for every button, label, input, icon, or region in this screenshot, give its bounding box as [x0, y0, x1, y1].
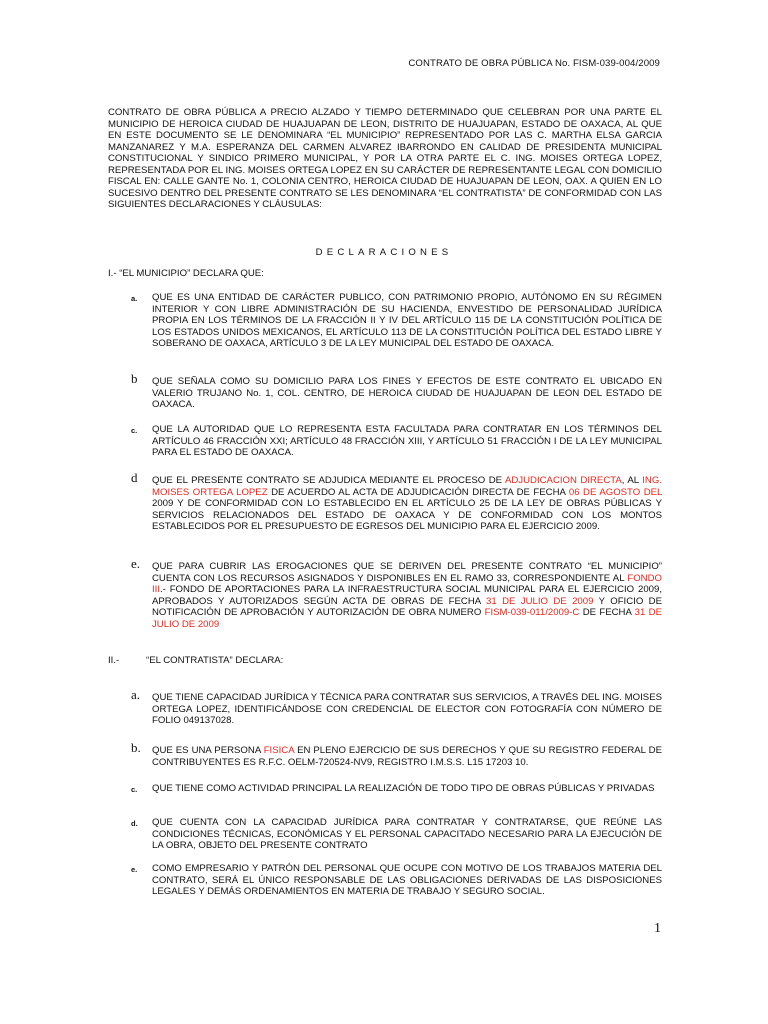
highlight-adjudicacion: ADJUDICACION DIRECTA — [504, 475, 622, 486]
highlight-date: 31 DE JULIO DE 2009 — [152, 607, 662, 630]
contract-preamble: CONTRATO DE OBRA PÚBLICA A PRECIO ALZADO Y TIEMPO DETERMINADO QUE CELEBRAN POR UNA PARTE EL MUNICIPIO DE HEROICA CIUDAD DE HUAJUAPAN DE LEON, DISTRITO DE HUAJUAPAN, ESTADO DE OAXACA, AL QUE EN ESTE DOCUMENTO SE LE DENOMINARA “EL MUNICIPIO” REPRESENTADO POR LAS C. MARTHA ELSA GARCIA MANZANAREZ Y M.A. ESPERANZA DEL CARMEN ALVAREZ IBARRONDO EN CALIDAD DE PRESIDENTA MUNICIPAL CONSTITUCIONAL Y SINDICO PRIMERO MUNICIPAL, Y POR LA OTRA PARTE EL C. ING. MOISES ORTEGA LOPEZ, REPRESENTADA POR EL ING. MOISES ORTEGA LOPEZ EN SU CARÁCTER DE REPRESENTANTE LEGAL CON DOMICILIO FISCAL EN: CALLE GANTE No. 1, COLONIA CENTRO, HEROICA CIUDAD DE HUAJUAPAN DE LEON, OAX. A QUIEN EN LO SUCESIVO DENTRO DEL PRESENTE CONTRATO SE LES DENOMINARA “EL CONTRATISTA” DE CONFORMIDAD CON LAS SIGUIENTES DECLARACIONES Y CLÁUSULAS: — [108, 107, 662, 210]
item-text — [152, 745, 662, 768]
item-marker: e. — [131, 865, 138, 874]
highlight-persona-type: FISICA — [263, 745, 295, 756]
item-marker: d. — [131, 819, 138, 828]
item-marker: c. — [131, 785, 138, 794]
item-text: QUE ES UNA ENTIDAD DE CARÁCTER PUBLICO, CON PATRIMONIO PROPIO, AUTÓNOMO EN SU RÉGIMEN INTERIOR Y CON LIBRE ADMINISTRACIÓN DE SU HACIENDA, ENVESTIDO DE PERSONALIDAD JURÍDICA PROPIA EN LOS TÉRMINOS DE LA FRACCIÓN II Y IV DEL ARTÍCULO 115 DE LA CONSTITUCIÓN POLÍTICA DE LOS ESTADOS UNIDOS MEXICANOS, EL ARTÍCULO 113 DE LA CONSTITUCIÓN POLÍTICA DEL ESTADO LIBRE Y SOBERANO DE OAXACA, ARTÍCULO 3 DE LA LEY MUNICIPAL DEL ESTADO DE OAXACA. — [152, 292, 662, 349]
item-marker: a. — [131, 687, 141, 702]
item-marker: c. — [131, 426, 138, 435]
text-run: Y OFICIO DE NOTIFICACIÓN DE APROBACIÓN Y AUTORIZACIÓN DE OBRA NUMERO — [152, 595, 662, 618]
text-run: .- FONDO DE APORTACIONES PARA LA INFRAESTRUCTURA SOCIAL MUNICIPAL PARA EL EJERCICIO 2009, APROBADOS Y AUTORIZADOS SEGÚN ACTA DE OBRAS DE FECHA — [152, 584, 662, 607]
item-text: QUE TIENE COMO ACTIVIDAD PRINCIPAL LA REALIZACIÓN DE TODO TIPO DE OBRAS PÚBLICAS Y PRIVADAS — [152, 783, 655, 794]
text-run: QUE EL PRESENTE CONTRATO SE ADJUDICA MEDIANTE EL PROCESO DE — [152, 475, 505, 486]
text-run: QUE ES UNA PERSONA — [152, 745, 264, 756]
section-1-heading: I.- “EL MUNICIPIO” DECLARA QUE: — [108, 268, 264, 279]
declaraciones-title: DECLARACIONES — [315, 247, 453, 258]
item-text — [152, 561, 662, 630]
section-2-heading — [108, 655, 283, 667]
page-number: 1 — [654, 921, 661, 936]
item-text: QUE SEÑALA COMO SU DOMICILIO PARA LOS FINES Y EFECTOS DE ESTE CONTRATO EL UBICADO EN VALERIO TRUJANO No. 1, COL. CENTRO, DE HEROICA CIUDAD DE HUAJUAPAN DE LEON DEL ESTADO DE OAXACA. — [152, 376, 662, 410]
highlight-oficio-number: FISM-039-011/2009-C — [484, 607, 580, 618]
text-run: DE FECHA — [579, 607, 635, 618]
item-marker: a. — [131, 294, 138, 303]
item-text: QUE LA AUTORIDAD QUE LO REPRESENTA ESTA FACULTADA PARA CONTRATAR EN LOS TÉRMINOS DEL ARTÍCULO 46 FRACCIÓN XXI; ARTÍCULO 48 FRACCIÓN XIII, Y ARTÍCULO 51 FRACCIÓN I DE LA LEY MUNICIPAL PARA EL ESTADO DE OAXACA. — [152, 424, 662, 458]
text-run: EN PLENO EJERCICIO DE SUS DERECHOS Y QUE SU REGISTRO FEDERAL DE CONTRIBUYENTES ES R.F.C. OELM-720524-NV9, REGISTRO I.M.S.S. L15 17203 10. — [152, 745, 662, 768]
item-text: QUE CUENTA CON LA CAPACIDAD JURÍDICA PARA CONTRATAR Y CONTRATARSE, QUE REÚNE LAS CONDICIONES TÉCNICAS, ECONÓMICAS Y EL PERSONAL CAPACITADO NECESARIO PARA LA EJECUCIÓN DE LA OBRA, OBJETO DEL PRESENTE CONTRATO — [152, 817, 662, 851]
text-run: DE ACUERDO AL ACTA DE ADJUDICACIÓN DIRECTA DE FECHA — [267, 486, 569, 498]
highlight-fondo: FONDO III — [152, 572, 662, 595]
highlight-date: 31 DE JULIO DE 2009 — [486, 595, 594, 607]
item-marker: d — [131, 470, 138, 485]
text-run: QUE PARA CUBRIR LAS EROGACIONES QUE SE DERIVEN DEL PRESENTE CONTRATO “EL MUNICIPIO” CUENTA CON LOS RECURSOS ASIGNADOS Y DISPONIBLES EN EL RAMO 33, CORRESPONDIENTE AL — [152, 561, 662, 584]
item-marker: b — [131, 371, 138, 386]
contract-number-header: CONTRATO DE OBRA PÚBLICA No. FISM-039-004/2009 — [408, 58, 660, 69]
item-marker: e. — [131, 556, 141, 571]
item-text — [152, 475, 662, 533]
text-run: , AL — [621, 475, 643, 486]
highlight-contractor-name: ING. MOISES ORTEGA LOPEZ — [152, 475, 662, 498]
item-text: COMO EMPRESARIO Y PATRÓN DEL PERSONAL QUE OCUPE CON MOTIVO DE LOS TRABAJOS MATERIA DEL CONTRATO, SERÁ EL ÚNICO RESPONSABLE DE LAS OBLIGACIONES DERIVADAS DE LAS DISPOSICIONES LEGALES Y DEMÁS ORDENAMIENTOS EN MATERIA DE TRABAJO Y SEGURO SOCIAL. — [152, 863, 662, 897]
highlight-date: 06 DE AGOSTO DEL — [568, 486, 662, 498]
section-heading-text: “EL CONTRATISTA” DECLARA: — [146, 655, 284, 666]
section-number: II.- — [108, 655, 120, 666]
item-text: QUE TIENE CAPACIDAD JURÍDICA Y TÉCNICA PARA CONTRATAR SUS SERVICIOS, A TRAVÉS DEL ING. MOISES ORTEGA LOPEZ, IDENTIFICÁNDOSE CON CREDENCIAL DE ELECTOR CON FOTOGRAFÍA CON NÚMERO DE FOLIO 049137028. — [152, 692, 662, 726]
text-run: 2009 Y DE CONFORMIDAD CON LO ESTABLECIDO EN EL ARTÍCULO 25 DE LA LEY DE OBRAS PÚBLICAS Y SERVICIOS RELACIONADOS DEL ESTADO DE OAXACA Y DE CONFORMIDAD CON LOS MONTOS ESTABLECIDOS POR EL PRESUPUESTO DE EGRESOS DEL MUNICIPIO PARA EL EJERCICIO 2009. — [152, 498, 662, 532]
item-marker: b. — [131, 740, 141, 755]
